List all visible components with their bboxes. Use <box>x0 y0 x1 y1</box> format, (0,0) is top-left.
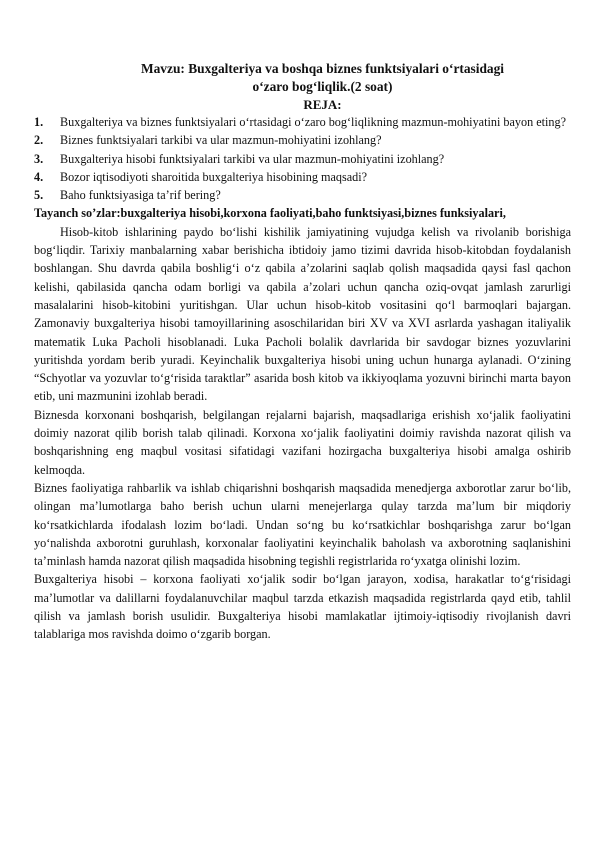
plan-item <box>34 131 571 149</box>
plan-item <box>34 150 571 168</box>
title-line-2: o‘zaro bog‘liqlik.(2 soat) <box>252 79 393 94</box>
body-paragraph: Hisob-kitob ishlarining paydo bo‘lishi kishilik jamiyatining vujudga kelish va rivolanib borishiga bog‘liqdir. Tarixiy manbalarning xabar berishicha ibtidoiy jamo tizimi davrida hisob-kitobdan foydalanish boshlangan. Shu davrda qabila boshlig‘i o‘z qabila a’zolarini saqlab qolish maqsadida qaysi fasl qachon kelishi, qabilasida qancha odam borligi va qabila a’zolari uchun qancha oziq-ovqat jamlash zarurligi masalalarini hisob-kitobini yuritishgan. Ular uchun hisob-kitob vositasini qo‘l barmoqlari bajargan. Zamonaviy buxgalteriya hisobi tamoyillarining asoschilaridan biri XV va XVI asrlarda yashagan italiyalik matematik Luka Pacholi hisoblanadi. Luka Pacholi bolalik davrlarida bir savdogar biznes yozuvlarini yuritishda yordam berib yuradi. Keyinchalik buxgalteriya hisobi uning uchun hunarga aylanadi. O‘zining “Schyotlar va yozuvlar to‘g‘risida taraktlar” asarida bosh kitob va ikkiyoqlama yozuvni birinchi marta bayon etib, uni mazmunini izohlab beradi. <box>34 224 571 404</box>
body-paragraph: Biznes faoliyatiga rahbarlik va ishlab chiqarishni boshqarish maqsadida menedjerga axborotlar zarur bo‘lib, olingan ma’lumotlarga baho berish uchun ularni menejerlarga qulay tarzda ma’lum bir miqdoriy ko‘rsatkichlarda ifodalash lozim bo‘ladi. Undan so‘ng bu ko‘rsatkichlar boshqarishga zarur bo‘lgan yo‘nalishda axborotni guruhlash, korxonalar faoliyatini keyinchalik baholash va axborotning saqlanishini ta’minlash hamda nazorat qilish maqsadida hisobning tegishli registrlarida ro‘yxatga olinishi lozim. <box>34 480 571 569</box>
plan-item <box>34 168 571 186</box>
plan-item-text: Baho funktsiyasiga ta’rif bering? <box>60 188 221 203</box>
plan-item-text: Buxgalteriya va biznes funktsiyalari o‘rtasidagi o‘zaro bog‘liqlikning mazmun-mohiyatini bayon eting? <box>60 115 566 129</box>
plan-item-number: 5. <box>34 188 44 203</box>
document-page <box>34 60 571 644</box>
body-paragraph: Buxgalteriya hisobi – korxona faoliyati xo‘jalik sodir bo‘lgan jarayon, xodisa, harakatlar to‘g‘risidagi ma’lumotlar va dalillarni foydalanuvchilar maqbul tarzda etkazish maqsadida registrlarda qayd etib, tahlil qilish va jamlash borish usulidir. Buxgalteriya hisobi mamlakatlar ijtimoiy-iqtisodiy rivojlanish davri talablariga mos ravishda doimo o‘zgarib borgan. <box>34 572 571 642</box>
plan-item <box>34 113 571 131</box>
document-title <box>34 60 571 96</box>
plan-item <box>34 186 571 204</box>
plan-item-text: Bozor iqtisodiyoti sharoitida buxgalteriya hisobining maqsadi? <box>60 169 368 184</box>
plan-heading: REJA: <box>303 97 342 112</box>
plan-list <box>34 113 571 204</box>
body-paragraph: Biznesda korxonani boshqarish, belgilangan rejalarni bajarish, maqsadlariga erishish xo‘jalik faoliyatini doimiy nazorat qilib borish talab qilinadi. Korxona xo‘jalik faoliyatini doimiy ravishda nazorat qilish va boshqarishning eng maqbul vositasi sifatidagi vazifani hozirgacha buxgalteriya hisobi amalga oshirib kelmoqda. <box>34 407 571 477</box>
plan-item-number: 3. <box>34 151 44 166</box>
plan-item-number: 1. <box>34 115 44 129</box>
keywords-line: Tayanch so’zlar:buxgalteriya hisobi,korxona faoliyati,baho funktsiyasi,biznes funksiyalari, <box>34 206 506 221</box>
plan-item-number: 4. <box>34 169 44 184</box>
plan-item-text: Buxgalteriya hisobi funktsiyalari tarkibi va ular mazmun-mohiyatini izohlang? <box>60 151 445 166</box>
plan-item-text: Biznes funktsiyalari tarkibi va ular mazmun-mohiyatini izohlang? <box>60 133 382 148</box>
plan-item-number: 2. <box>34 133 44 148</box>
title-line-1: Mavzu: Buxgalteriya va boshqa biznes funktsiyalari o‘rtasidagi <box>140 61 505 76</box>
